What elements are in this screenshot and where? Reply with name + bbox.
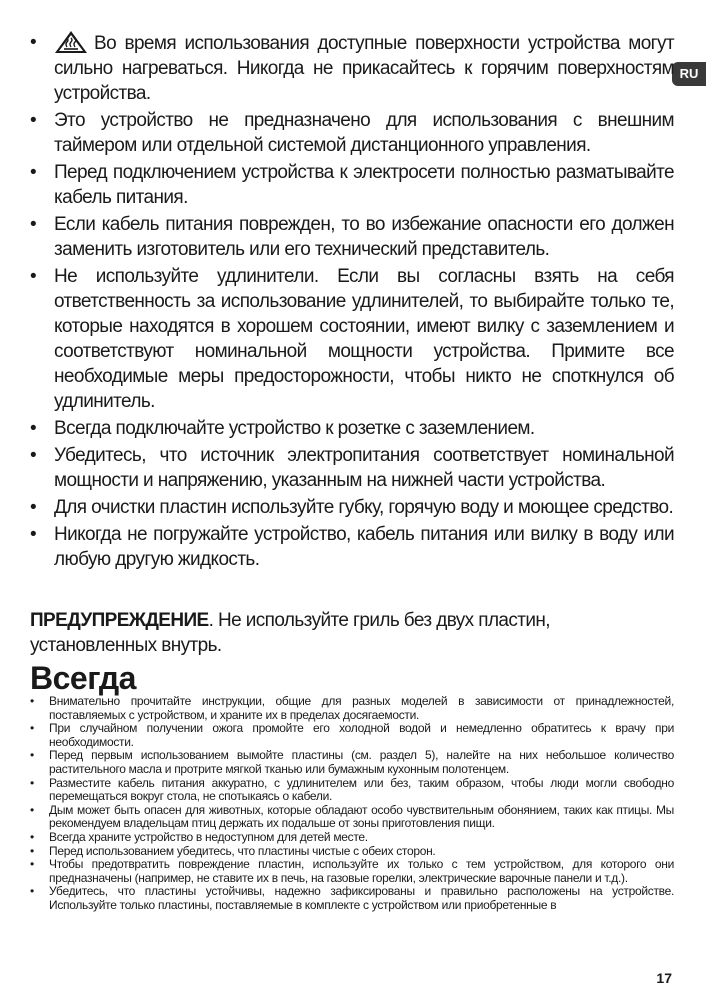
list-item [30, 212, 674, 262]
list-item-text: Дым может быть опасен для животных, которые обладают особо чувствительным обонянием, таких как птицы. Мы рекомендуем владельцам птиц держать их подальше от зоны приготовления пищи. [49, 802, 674, 831]
bullet: • [30, 32, 37, 53]
safety-list [30, 30, 674, 574]
bullet: • [30, 418, 37, 439]
bullet: • [30, 497, 37, 518]
bullet: • [30, 694, 34, 708]
section-heading: Всегда [30, 660, 136, 696]
list-item-text: Всегда подключайте устройство к розетке с заземлением. [54, 418, 535, 439]
warning-label: ПРЕДУПРЕЖДЕНИЕ [30, 610, 209, 631]
list-item [30, 495, 674, 520]
warning-paragraph [30, 608, 674, 658]
list-item-text: Во время использования доступные поверхности устройства могут сильно нагреваться. Никогда не прикасайтесь к горячим поверхностям устройства. [54, 33, 674, 104]
list-item [30, 722, 674, 749]
list-item [30, 416, 674, 441]
bullet: • [30, 884, 34, 899]
warning-text: . Не используйте гриль без двух пластин, установленных внутрь. [30, 610, 550, 656]
bullet: • [30, 214, 37, 235]
list-item-text: Перед использованием убедитесь, что пластины чистые с обеих сторон. [49, 843, 436, 858]
bullet: • [30, 110, 37, 131]
list-item [30, 885, 674, 912]
list-item [30, 522, 674, 572]
always-list [30, 695, 674, 913]
bullet: • [30, 266, 37, 287]
list-item-text: Разместите кабель питания аккуратно, с удлинителем или без, таким образом, чтобы люди могли свободно перемещаться вокруг стола, не спотыкаясь о кабели. [49, 775, 674, 804]
list-item-text: Не используйте удлинители. Если вы согласны взять на себя ответственность за использование удлинителей, то выбирайте только те, которые находятся в хорошем состоянии, имеют вилку с заземлением и соответствуют номинальной мощности устройства. Примите все необходимые меры предосторожности, чтобы никто не споткнулся об удлинитель. [54, 266, 674, 412]
list-item [30, 108, 674, 158]
list-item [30, 695, 674, 722]
list-item-text: Всегда храните устройство в недоступном для детей месте. [49, 829, 368, 844]
list-item-text: Перед первым использованием вымойте пластины (см. раздел 5), налейте на них небольшое количество растительного масла и протрите мягкой тканью или бумажным кухонным полотенцем. [49, 748, 674, 776]
list-item [30, 30, 674, 106]
language-tab: RU [672, 62, 706, 86]
list-item-text: Если кабель питания поврежден, то во избежание опасности его должен заменить изготовитель или его технический представитель. [54, 214, 674, 260]
list-item-text: Для очистки пластин используйте губку, горячую воду и моющее средство. [54, 497, 674, 518]
bullet: • [30, 775, 34, 790]
list-item-text: Чтобы предотвратить повреждение пластин, используйте их только с тем устройством, для которого они предназначены (например, не ставите их в печь, на газовые горелки, электрические варочные панели и т.д.). [49, 857, 674, 885]
bullet: • [30, 843, 34, 858]
list-item [30, 831, 674, 845]
page-number: 17 [656, 970, 672, 986]
list-item [30, 443, 674, 493]
bullet: • [30, 524, 37, 545]
bullet: • [30, 829, 34, 844]
list-item [30, 264, 674, 414]
bullet: • [30, 721, 34, 736]
list-item-text: Никогда не погружайте устройство, кабель питания или вилку в воду или любую другую жидкость. [54, 524, 674, 570]
list-item [30, 749, 674, 776]
hot-surface-warning-icon [54, 30, 88, 54]
bullet: • [30, 162, 37, 183]
bullet: • [30, 748, 34, 763]
list-item [30, 160, 674, 210]
bullet: • [30, 445, 37, 466]
bullet: • [30, 802, 34, 817]
bullet: • [30, 857, 34, 872]
list-item-text: Внимательно прочитайте инструкции, общие для разных моделей в зависимости от принадлежностей, поставляемых с устройством, и храните их в пределах досягаемости. [49, 694, 674, 722]
list-item-text: Убедитесь, что пластины устойчивы, надежно зафиксированы и правильно расположены на устройстве. Используйте только пластины, поставляемые в комплекте с устройством или приобретенные в [49, 884, 674, 912]
list-item-text: Убедитесь, что источник электропитания соответствует номинальной мощности и напряжению, указанным на нижней части устройства. [54, 445, 674, 491]
list-item [30, 777, 674, 804]
list-item [30, 845, 674, 859]
list-item-text: При случайном получении ожога промойте его холодной водой и немедленно обратитесь к врачу при необходимости. [49, 721, 674, 749]
list-item [30, 804, 674, 831]
list-item-text: Перед подключением устройства к электросети полностью разматывайте кабель питания. [54, 162, 674, 208]
list-item [30, 858, 674, 885]
list-item-text: Это устройство не предназначено для использования с внешним таймером или отдельной системой дистанционного управления. [54, 110, 674, 156]
